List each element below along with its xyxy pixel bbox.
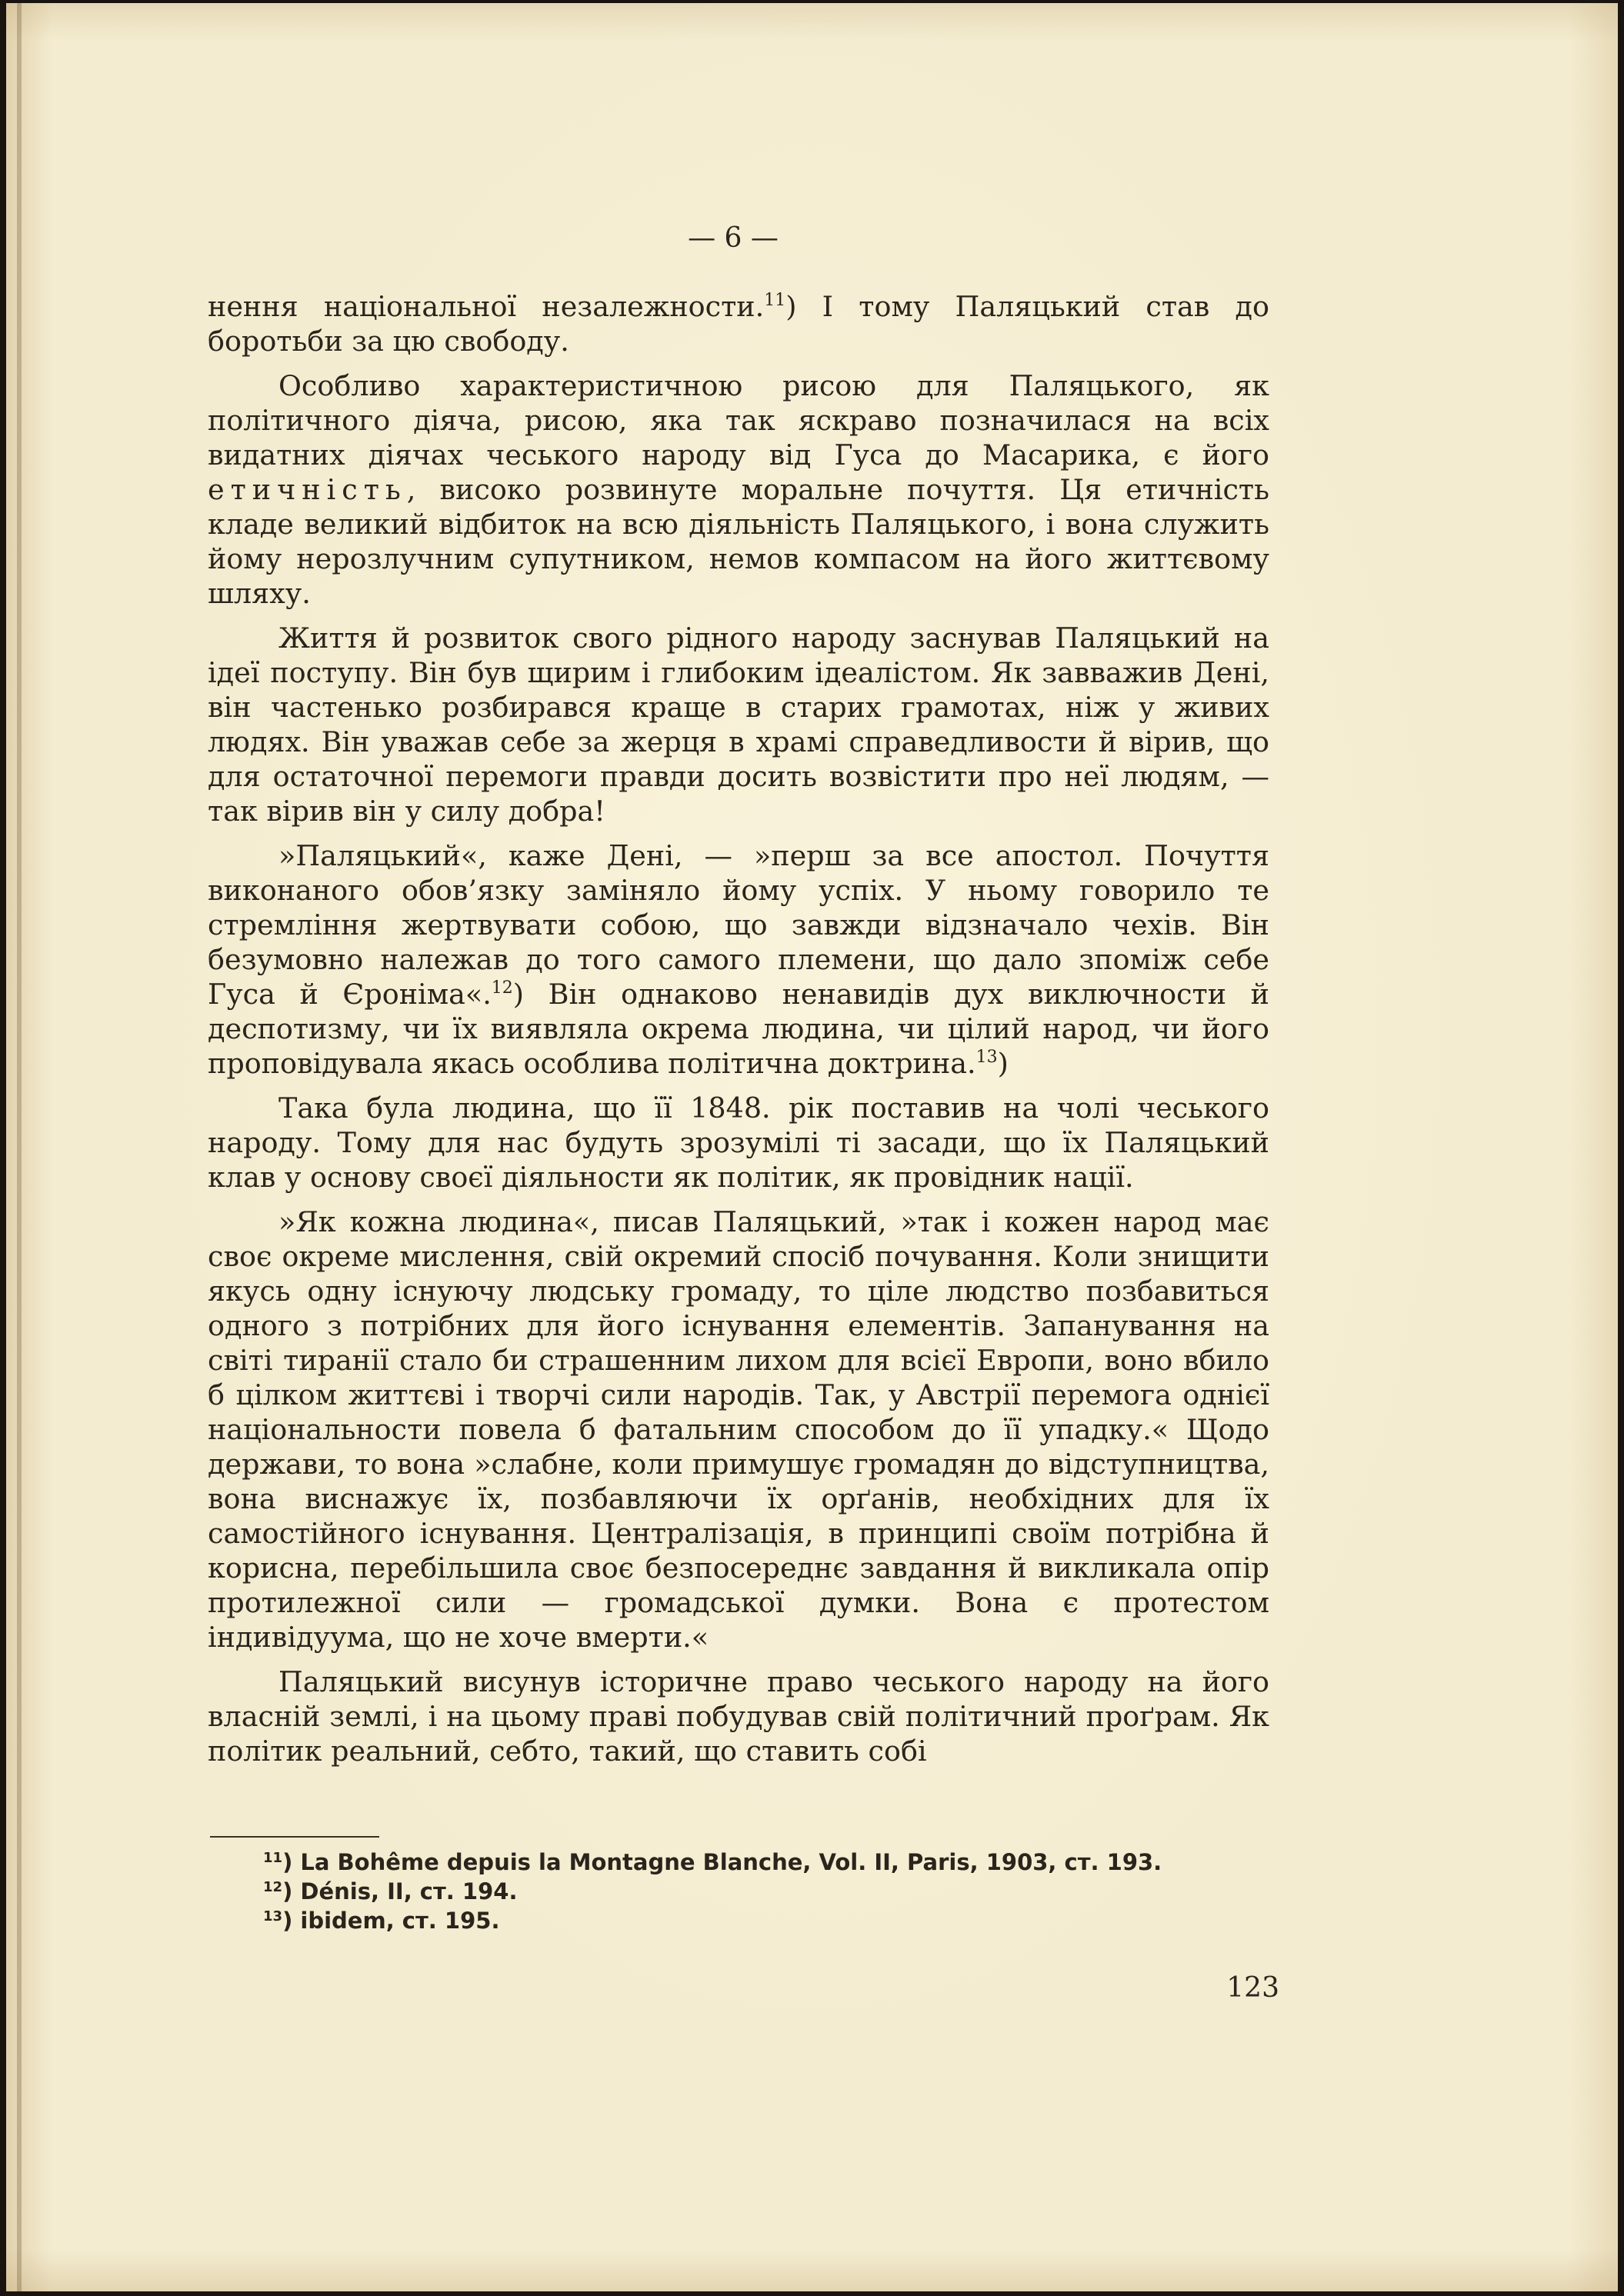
footnote-ref: 13: [975, 1048, 998, 1067]
book-page: [6, 3, 1618, 2291]
footnotes: [263, 1848, 1279, 1935]
footnote-text: ) Dénis, II, ст. 194.: [282, 1878, 518, 1904]
paragraph: [208, 1665, 1269, 1768]
spaced-emphasis: етичність: [208, 473, 407, 506]
footnote-number: 13: [263, 1908, 283, 1924]
body-text: [208, 289, 1269, 1778]
text-segment: Така була людина, що її 1848. рік поставив на чолі чеського народу. Тому для нас будуть зрозумілі ті засади, що їх Паляцький клав у основу своєї діяльности як політик, як провідник нації.: [208, 1091, 1269, 1194]
running-header: — 6 —: [688, 222, 779, 254]
text-segment: Паляцький висунув історичне право чеського народу на його власній землі, і на цьому праві побудував свій політичний проґрам. Як політик реальний, себто, такий, що ставить собі: [208, 1665, 1269, 1768]
footnote-number: 11: [263, 1850, 283, 1866]
footnote-text: ) La Bohême depuis la Montagne Blanche, Vol. II, Paris, 1903, ст. 193.: [282, 1849, 1162, 1875]
page-spine-shadow: [17, 3, 22, 2291]
text-segment: Життя й розвиток свого рідного народу заснував Паляцький на ідеї поступу. Він був щирим і глибоким ідеалістом. Як завважив Дені, він частенько розбирався краще в старих грамотах, ніж у живих людях. Він уважав себе за жерця в храмі справедливости й вірив, що для остаточної перемоги правди досить возвістити про неї людям, — так вірив він у силу добра!: [208, 621, 1269, 828]
paragraph: [208, 1205, 1269, 1655]
paragraph: [208, 621, 1269, 828]
footnote: [263, 1877, 1279, 1906]
text-segment: , високо розвинуте моральне почуття. Ця етичність кладе великий відбиток на всю діяльність Паляцького, і вона служить йому нерозлучним супутником, немов компасом на його життєвому шляху.: [208, 473, 1269, 610]
paragraph: [208, 838, 1269, 1081]
text-segment: ): [997, 1047, 1009, 1080]
footnote-rule: [210, 1836, 379, 1838]
text-segment: нення національної незалежности.: [208, 290, 765, 323]
footnote: [263, 1906, 1279, 1935]
paragraph: [208, 289, 1269, 358]
text-segment: ) І тому Паляцький став до боротьби за цю свободу.: [208, 290, 1269, 358]
page-number: 123: [1226, 1972, 1279, 2004]
footnote-ref: 11: [764, 291, 786, 310]
text-segment: Особливо характеристичною рисою для Паляцького, як політичного діяча, рисою, яка так яскраво позначилася на всіх видатних діячах чеського народу від Гуса до Масарика, є його: [208, 369, 1269, 472]
footnote-number: 12: [263, 1879, 283, 1895]
footnote-ref: 12: [491, 978, 513, 998]
paragraph: [208, 368, 1269, 611]
paragraph: [208, 1091, 1269, 1195]
footnote-text: ) ibidem, ст. 195.: [282, 1908, 500, 1934]
text-segment: »Як кожна людина«, писав Паляцький, »так і кожен народ має своє окреме мислення, свій окремий спосіб почування. Коли знищити якусь одну існуючу людську громаду, то ціле людство позбавиться одного з потрібних для його існування елементів. Запанування на світі тиранії стало би страшенним лихом для всієї Европи, воно вбило б цілком життєві і творчі сили народів. Так, у Австрії перемога однієї національности повела б фатальним способом до її упадку.« Щодо держави, то вона »слабне, коли примушує громадян до відступництва, вона виснажує їх, позбавляючи їх орґанів, необхідних для їх самостійного існування. Централізація, в принципі своїм потрібна й корисна, перебільшила своє безпосереднє завдання й викликала опір протилежної сили — громадської думки. Вона є протестом індивідуума, що не хоче вмерти.«: [208, 1205, 1269, 1654]
text-segment: »Паляцький«, каже Дені, — »перш за все апостол. Почуття виконаного обов’язку заміняло йому успіх. У ньому говорило те стремління жертвувати собою, що завжди відзначало чехів. Він безумовно належав до того самого племени, що дало зпоміж себе Гуса й Єроніма«.: [208, 839, 1269, 1011]
text-segment: ) Він однаково ненавидів дух виключности й деспотизму, чи їх виявляла окрема людина, чи цілий народ, чи його проповідувала якась особлива політична доктрина.: [208, 978, 1269, 1080]
footnote: [263, 1848, 1279, 1877]
